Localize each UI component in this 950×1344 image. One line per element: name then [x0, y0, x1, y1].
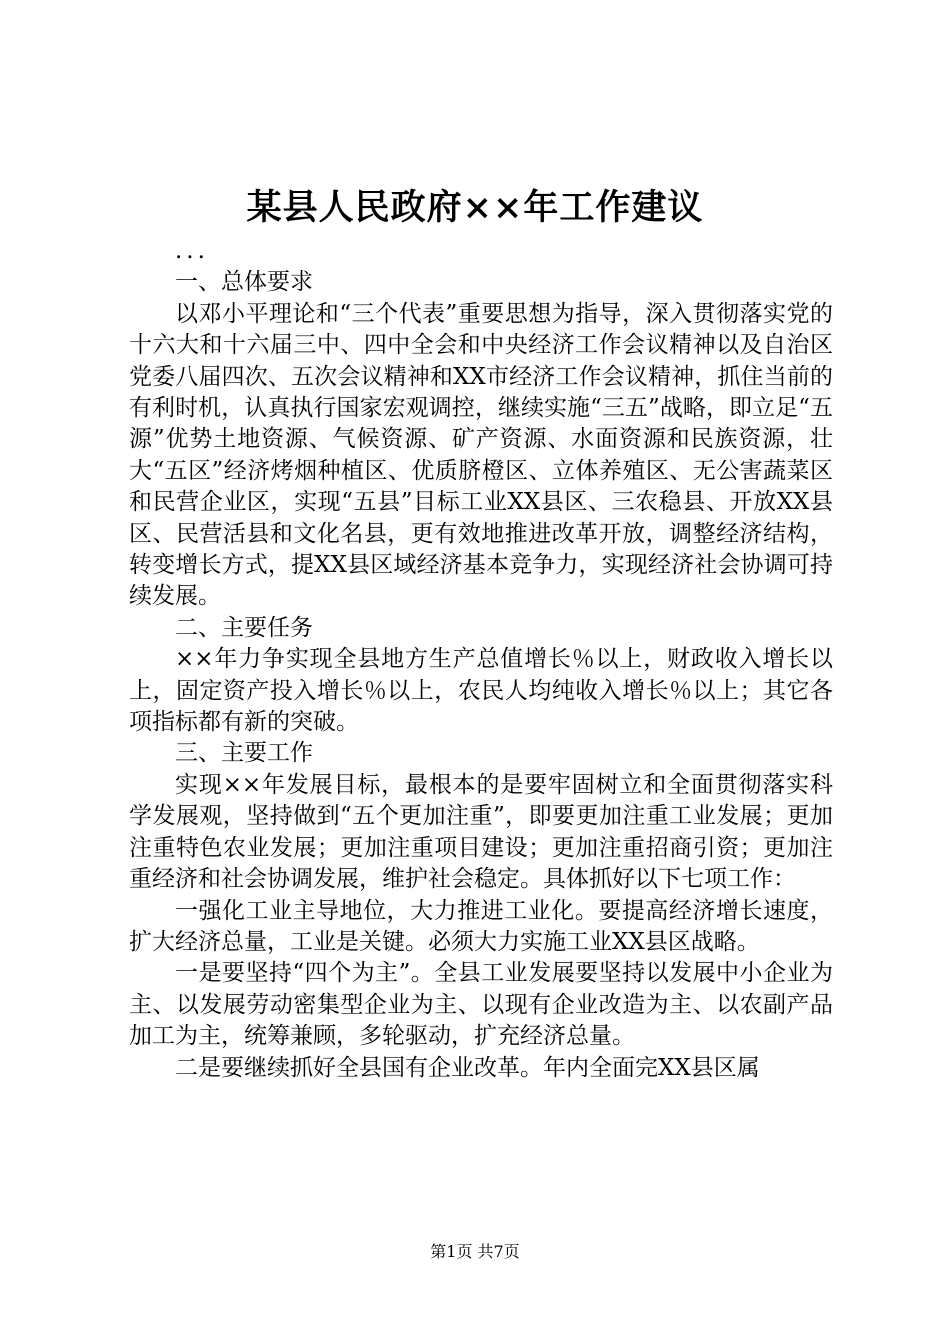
page-footer: 第1页 共7页 — [430, 1242, 520, 1261]
section-heading-1: 一、总体要求 — [175, 269, 313, 296]
paragraph-3: 实现××年发展目标，最根本的是要牢固树立和全面贯彻落实科学发展观，坚持做到“五个更加注重”，即要更加注重工业发展；更加注重特色农业发展；更加注重项目建设；更加注重招商引资；更加注重经济和社会协调发展，维护社会稳定。具体抓好以下七项工作： — [129, 771, 833, 893]
paragraph-6: 二是要继续抓好全县国有企业改革。年内全面完XX县区属 — [175, 1054, 760, 1081]
section-heading-2: 二、主要任务 — [175, 614, 313, 641]
paragraph-5: 一是要坚持“四个为主”。全县工业发展要坚持以发展中小企业为主、以发展劳动密集型企业为主、以现有企业改造为主、以农副产品加工为主，统筹兼顾，多轮驱动，扩充经济总量。 — [129, 960, 833, 1050]
ellipsis-marker: ... — [175, 238, 209, 264]
paragraph-2: ××年力争实现全县地方生产总值增长％以上，财政收入增长以上，固定资产投入增长％以上，农民人均纯收入增长％以上；其它各项指标都有新的突破。 — [129, 646, 833, 736]
paragraph-4: 一强化工业主导地位，大力推进工业化。要提高经济增长速度，扩大经济总量，工业是关键。必须大力实施工业XX县区战略。 — [129, 897, 833, 955]
section-heading-3: 三、主要工作 — [175, 740, 313, 767]
document-title: 某县人民政府××年工作建议 — [246, 187, 704, 228]
paragraph-1: 以邓小平理论和“三个代表”重要思想为指导，深入贯彻落实党的十六大和十六届三中、四中全会和中央经济工作会议精神以及自治区党委八届四次、五次会议精神和XX市经济工作会议精神，抓住当前的有利时机，认真执行国家宏观调控，继续实施“三五”战略，即立足“五源”优势土地资源、气候资源、矿产资源、水面资源和民族资源，壮大“五区”经济烤烟种植区、优质脐橙区、立体养殖区、无公害蔬菜区和民营企业区，实现“五县”目标工业XX县区、三农稳县、开放XX县区、民营活县和文化名县，更有效地推进改革开放，调整经济结构，转变增长方式，提XX县区域经济基本竞争力，实现经济社会协调可持续发展。 — [129, 300, 833, 610]
document-body — [129, 236, 833, 1084]
